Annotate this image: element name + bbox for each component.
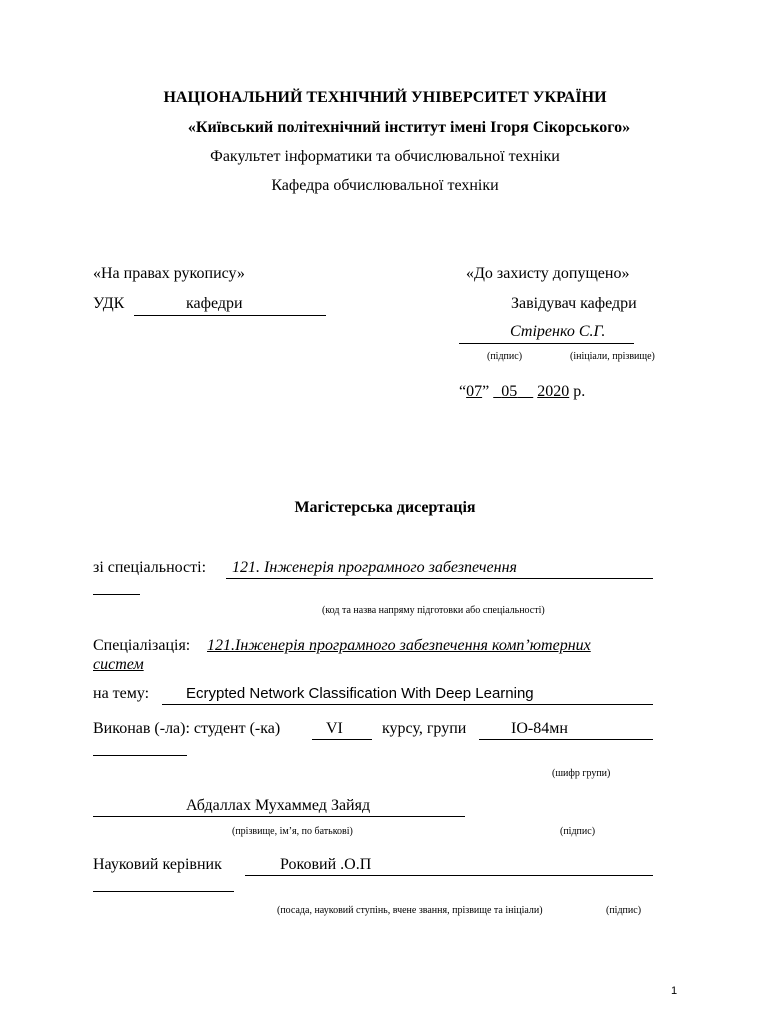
student-name-underline (93, 816, 465, 817)
specialty-caption: (код та назва напряму підготовки або спеціальності) (322, 605, 545, 616)
group-value: ІО-84мн (511, 720, 568, 737)
course-label: курсу, групи (382, 720, 467, 737)
specialization-label: Спеціалізація: (93, 637, 191, 654)
udk-label: УДК (93, 295, 125, 312)
faculty-name: Факультет інформатики та обчислювальної техніки (210, 148, 560, 165)
head-initials-caption: (ініціали, прізвище) (570, 351, 655, 362)
specialty-label: зі спеціальності: (93, 559, 207, 576)
head-name: Стіренко С.Г. (510, 323, 606, 340)
course-value: VI (326, 720, 343, 737)
course-underline (312, 739, 372, 740)
head-signature-caption: (підпис) (487, 351, 523, 362)
udk-underline (134, 315, 326, 316)
date-day: 07 (466, 383, 483, 400)
date-suffix: р. (573, 383, 586, 400)
specialization-value-line2: систем (93, 656, 144, 673)
topic-value: Ecrypted Network Classification With Deep Learning (186, 685, 534, 702)
group-underline (479, 739, 653, 740)
university-name: НАЦІОНАЛЬНИЙ ТЕХНІЧНИЙ УНІВЕРСИТЕТ УКРАЇНИ (163, 89, 607, 106)
specialty-underline (226, 578, 653, 579)
supervisor-name: Роковий .О.П (280, 856, 372, 873)
supervisor-signature-caption: (підпис) (606, 905, 642, 916)
specialization-value-line1: 121.Інженерія програмного забезпечення комп’ютерних (207, 637, 591, 654)
supervisor-underline-continued (93, 891, 234, 892)
topic-underline (162, 704, 653, 705)
student-name: Абдаллах Мухаммед Зайяд (186, 797, 371, 814)
approval-date (459, 383, 585, 401)
group-caption: (шифр групи) (552, 768, 611, 779)
performer-label: Виконав (-ла): студент (-ка) (93, 720, 281, 737)
supervisor-label: Науковий керівник (93, 856, 222, 873)
student-signature-caption: (підпис) (560, 826, 596, 837)
head-name-underline (459, 343, 634, 344)
udk-value: кафедри (186, 295, 243, 312)
group-underline-continued (93, 755, 187, 756)
date-month-wrap (493, 383, 533, 400)
supervisor-underline (245, 875, 653, 876)
manuscript-note: «На правах рукопису» (93, 265, 245, 282)
page-number: 1 (671, 985, 678, 997)
topic-label: на тему: (93, 685, 150, 702)
institute-name: «Київський політехнічний інститут імені Ігоря Сікорського» (187, 119, 631, 136)
specialty-underline-continued (93, 594, 140, 595)
date-month: 05 (501, 383, 518, 400)
date-open-quote: “ (459, 383, 467, 400)
admission-note: «До захисту допущено» (466, 265, 630, 282)
head-title: Завідувач кафедри (511, 295, 637, 312)
department-name: Кафедра обчислювальної техніки (271, 177, 499, 194)
date-year: 2020 (537, 383, 570, 400)
date-close-quote: ” (482, 383, 490, 400)
student-name-caption: (прізвище, ім’я, по батькові) (232, 826, 353, 837)
document-title: Магістерська дисертація (294, 499, 476, 516)
supervisor-caption: (посада, науковий ступінь, вчене звання, прізвище та ініціали) (277, 905, 543, 916)
specialty-value: 121. Інженерія програмного забезпечення (232, 559, 517, 576)
